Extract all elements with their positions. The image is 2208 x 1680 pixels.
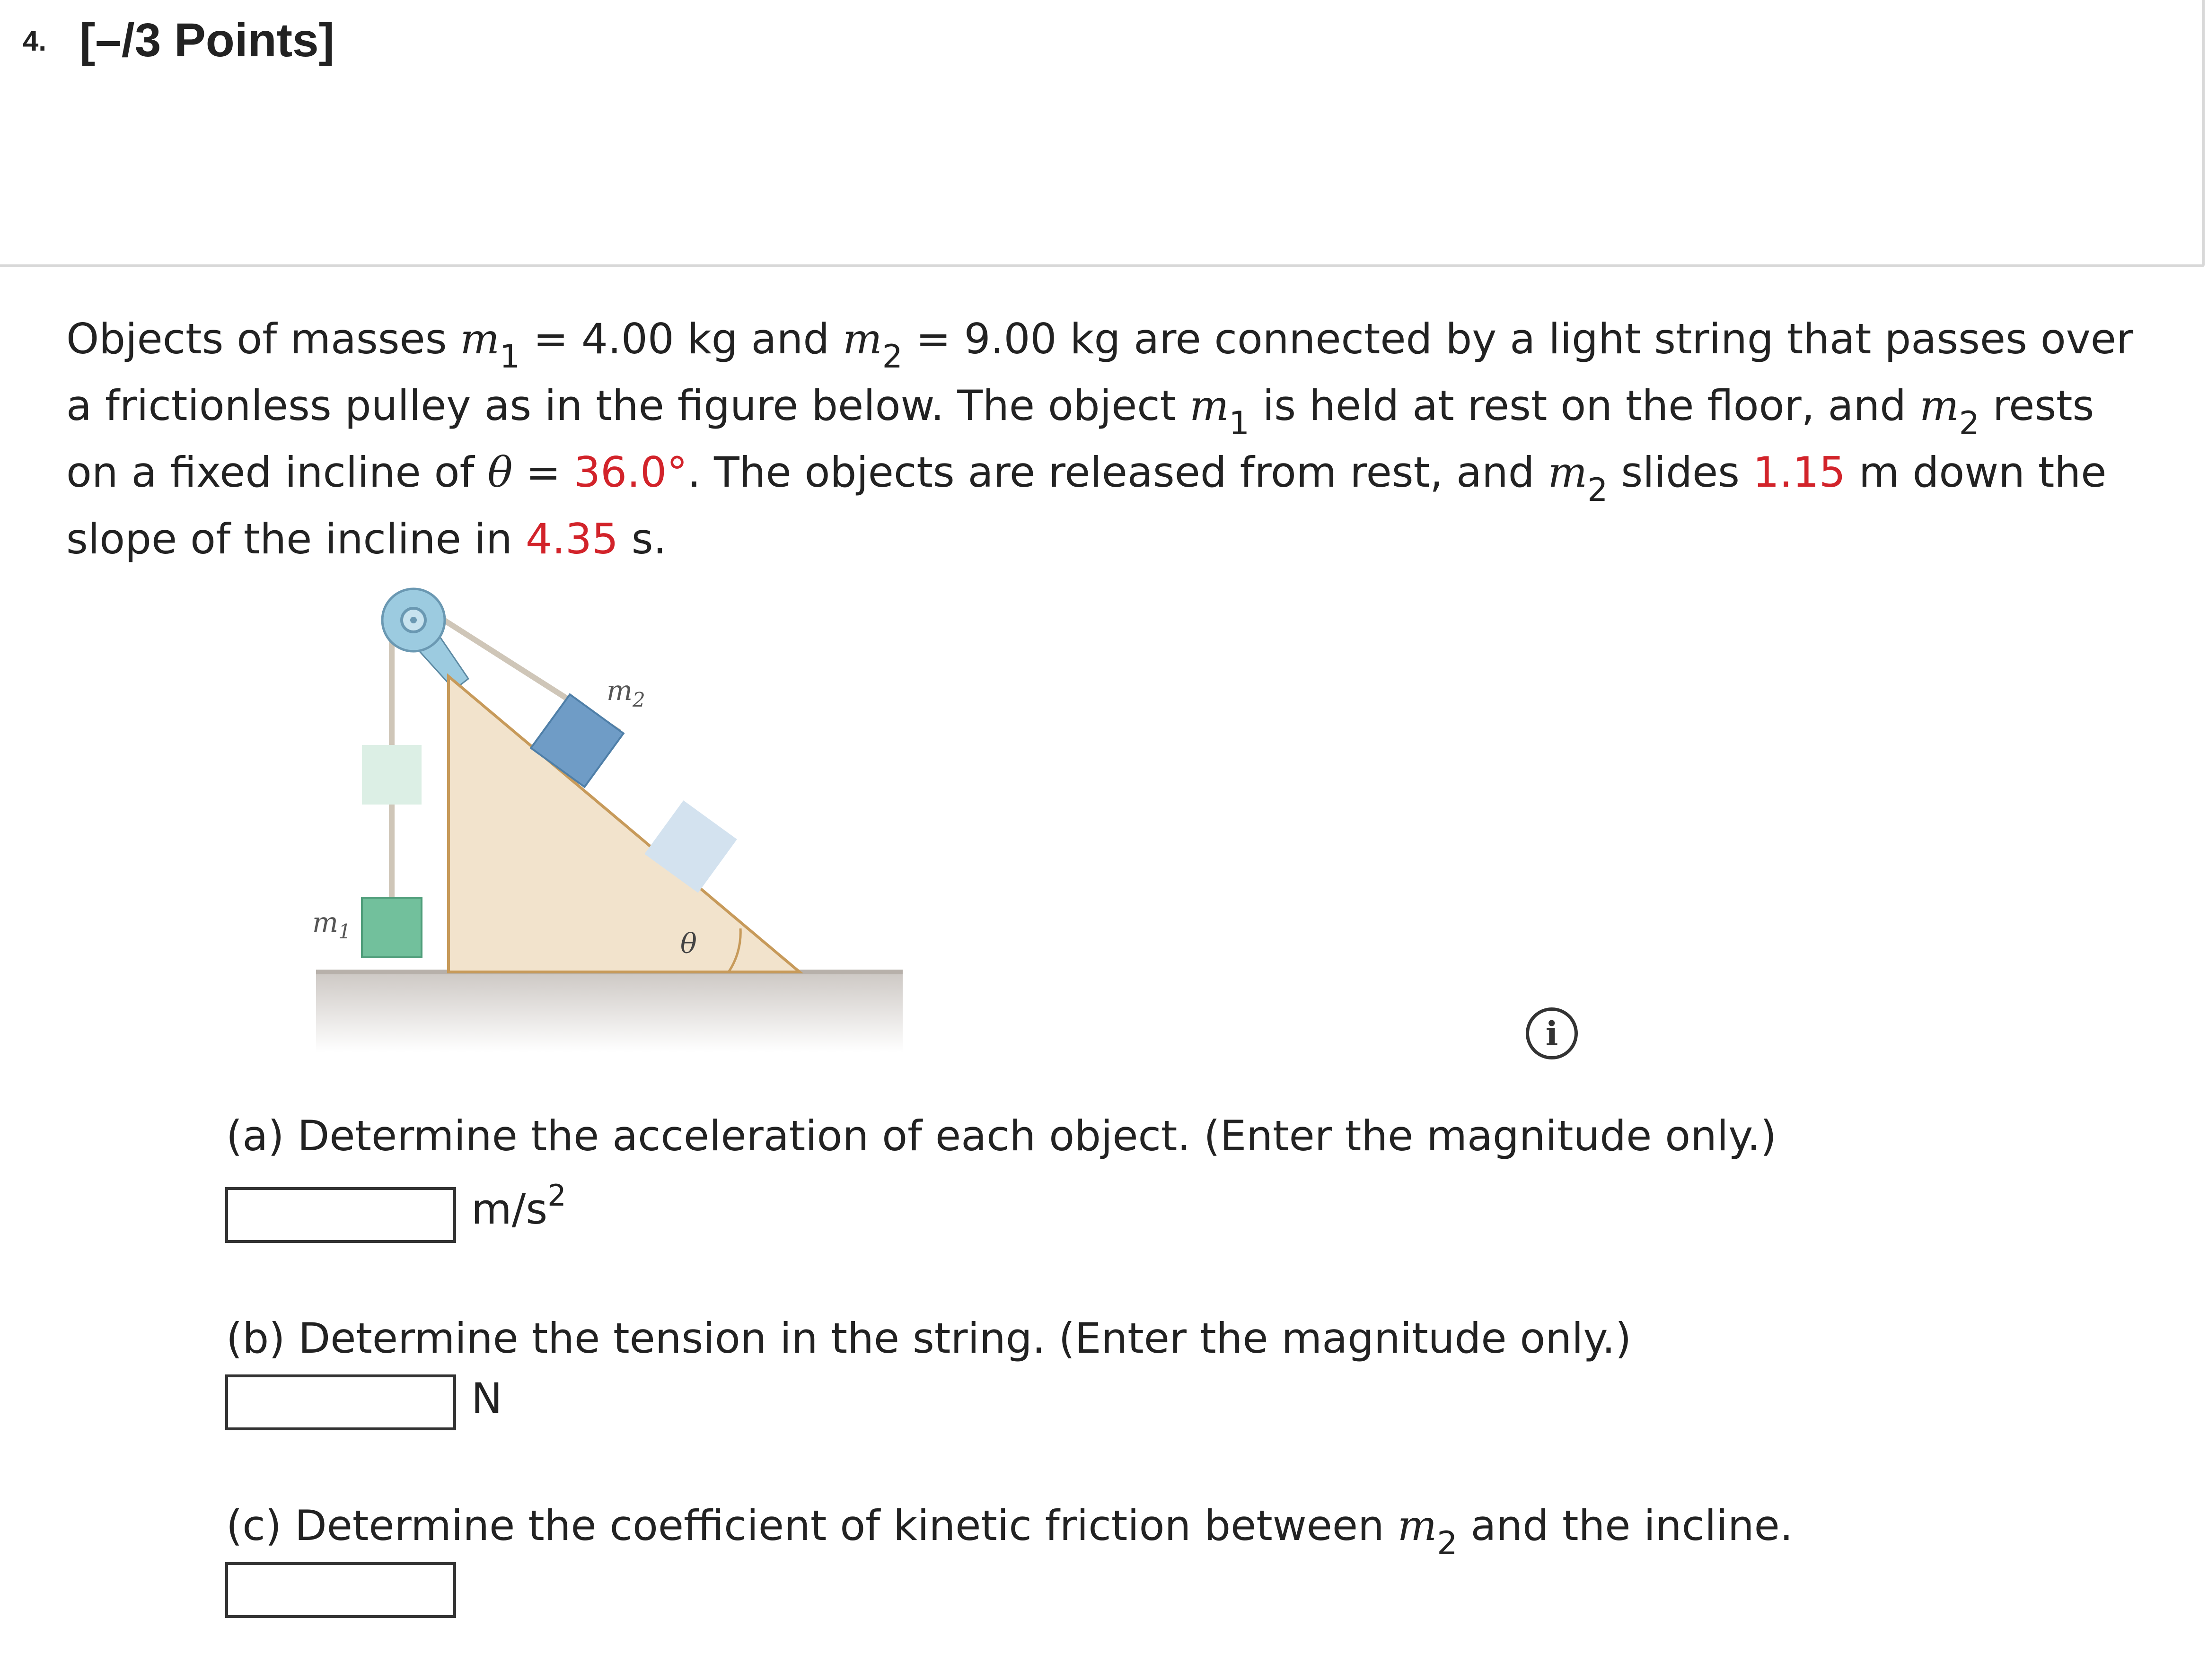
var-sub: 2 <box>1587 472 1608 509</box>
part-c-text: and the incline. <box>1457 1501 1793 1550</box>
var-sub: 2 <box>882 338 903 376</box>
part-c-text: (c) Determine the coefficient of kinetic friction between <box>226 1501 1398 1550</box>
problem-text: . The objects are released from rest, and <box>687 448 1548 497</box>
part-a-unit <box>471 1178 566 1234</box>
angle-value: 36.0° <box>574 448 688 497</box>
label-m1: $m_1$ <box>312 906 351 943</box>
var-sub: 2 <box>1437 1525 1458 1562</box>
time-value: 4.35 <box>525 515 618 563</box>
part-b-input[interactable] <box>225 1374 456 1430</box>
problem-text: m down the slope of the incline in <box>66 448 2107 563</box>
label-theta: θ <box>680 928 697 960</box>
part-b-unit: N <box>471 1374 502 1423</box>
var-sub: 1 <box>499 338 520 376</box>
var-m: m <box>1397 1501 1437 1550</box>
var-m: m <box>1919 381 1959 430</box>
problem-text: slides <box>1608 448 1753 497</box>
var-sub: 2 <box>1959 405 1979 442</box>
problem-text: = <box>512 448 574 497</box>
part-c-input[interactable] <box>225 1562 456 1618</box>
problem-text: s. <box>618 515 667 563</box>
label-m2: $m_2$ <box>607 674 645 711</box>
problem-text: is held at rest on the floor, and <box>1249 381 1920 430</box>
var-m: m <box>843 315 882 363</box>
var-m: m <box>460 315 500 363</box>
block-m1-ghost <box>362 745 422 805</box>
unit-text: m/s <box>471 1185 548 1234</box>
var-theta: θ <box>487 448 513 497</box>
problem-statement <box>66 307 2157 570</box>
incline-wedge <box>449 676 800 972</box>
var-m: m <box>1548 448 1588 497</box>
unit-sup: 2 <box>547 1178 566 1213</box>
question-header <box>0 0 2205 267</box>
pulley-axle <box>410 617 417 623</box>
part-b-label: (b) Determine the tension in the string. (Enter the magnitude only.) <box>226 1314 1632 1363</box>
floor <box>316 972 903 1052</box>
var-m: m <box>1189 381 1229 430</box>
distance-value: 1.15 <box>1752 448 1846 497</box>
block-m1 <box>362 898 422 957</box>
question-number: 4. <box>23 25 47 57</box>
problem-text: Objects of masses <box>66 315 460 363</box>
part-a-input[interactable] <box>225 1187 456 1243</box>
info-icon[interactable]: i <box>1526 1007 1578 1059</box>
question-points: [–/3 Points] <box>79 14 334 67</box>
part-a-label: (a) Determine the acceleration of each object. (Enter the magnitude only.) <box>226 1111 1777 1160</box>
problem-text: = 9.00 kg are connected by a light string that passes over a frictionless pulley as in the figure below. The object <box>66 315 2134 430</box>
problem-text: rests on a fixed incline of <box>66 381 2094 497</box>
problem-text: = 4.00 kg and <box>520 315 843 363</box>
var-sub: 1 <box>1229 405 1249 442</box>
part-c-label <box>226 1501 1793 1562</box>
incline-pulley-figure <box>312 582 908 1055</box>
